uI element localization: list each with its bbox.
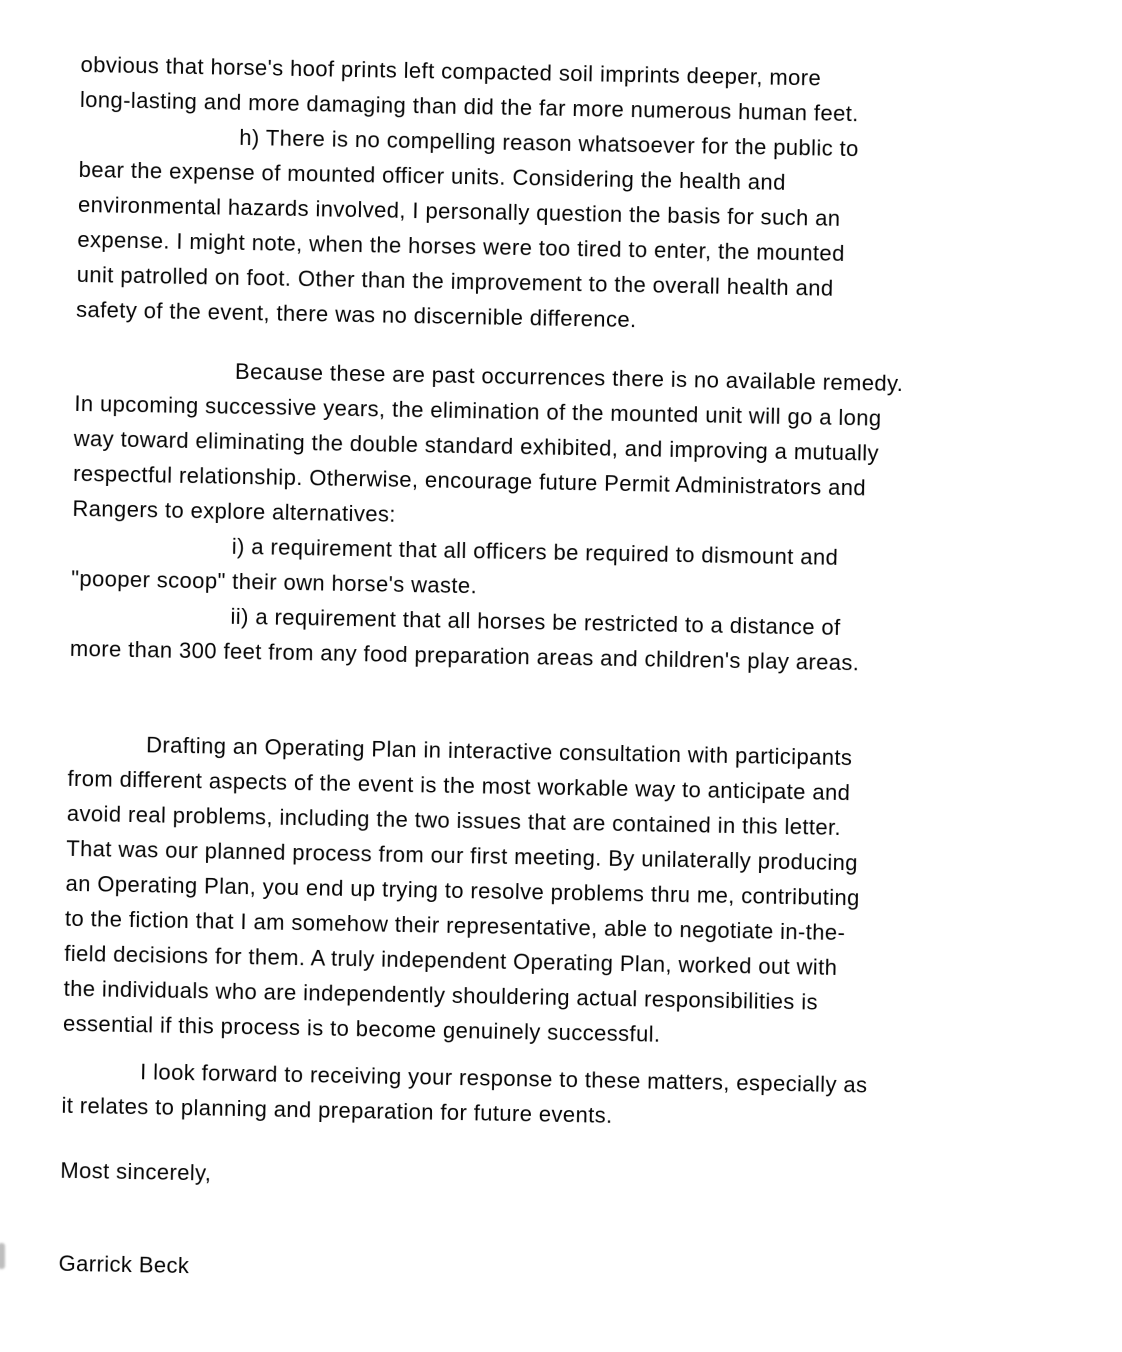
text-line: expense. I might note, when the horses were too tired to enter, the mounted xyxy=(77,226,845,266)
text-line: it relates to planning and preparation for future events. xyxy=(61,1092,613,1128)
text-line: h) There is no compelling reason whatsoever for the public to xyxy=(239,124,859,162)
paragraph-look-forward xyxy=(61,1053,1062,1141)
text-line: environmental hazards involved, I personally question the basis for such an xyxy=(77,191,841,231)
text-line: In upcoming successive years, the elimination of the mounted unit will go a long xyxy=(74,390,882,431)
text-line: to the fiction that I am somehow their representative, able to negotiate in-the- xyxy=(64,905,846,946)
text-line: Because these are past occurrences there is no available remedy. xyxy=(234,358,904,397)
closing-text: Most sincerely, xyxy=(60,1157,212,1186)
text-line: I look forward to receiving your response to these matters, especially as xyxy=(139,1059,868,1098)
text-line: the individuals who are independently shouldering actual responsibilities is xyxy=(63,975,819,1015)
text-line: "pooper scoop" their own horse's waste. xyxy=(70,565,478,599)
text-line: essential if this process is to become genuinely successful. xyxy=(62,1010,661,1047)
text-line: Rangers to explore alternatives: xyxy=(72,495,397,527)
text-line: unit patrolled on foot. Other than the improvement to the overall health and xyxy=(76,261,834,301)
text-line: field decisions for them. A truly independent Operating Plan, worked out with xyxy=(64,940,838,980)
text-line: avoid real problems, including the two issues that are contained in this letter. xyxy=(66,800,842,840)
scan-smudge xyxy=(0,1243,5,1269)
paragraph-item-h xyxy=(76,117,1080,345)
closing xyxy=(60,1153,1060,1206)
text-line: respectful relationship. Otherwise, encourage future Permit Administrators and xyxy=(72,460,867,501)
text-line: i) a requirement that all officers be required to dismount and xyxy=(231,533,839,570)
text-line: more than 300 feet from any food preparation areas and children's play areas. xyxy=(69,635,860,676)
text-line: way toward eliminating the double standard exhibited, and improving a mutually xyxy=(73,425,880,466)
text-line: Drafting an Operating Plan in interactive consultation with participants xyxy=(145,732,853,771)
text-line: That was our planned process from our first meeting. By unilaterally producing xyxy=(66,835,859,876)
text-line: ii) a requirement that all horses be restricted to a distance of xyxy=(230,603,841,640)
text-line: long-lasting and more damaging than did the far more numerous human feet. xyxy=(79,86,859,127)
paragraph-remedy xyxy=(72,351,1075,544)
text-line: bear the expense of mounted officer units. Considering the health and xyxy=(78,156,787,195)
signature xyxy=(58,1246,1058,1299)
text-line: from different aspects of the event is the most workable way to anticipate and xyxy=(67,765,851,806)
text-line: obvious that horse's hoof prints left compacted soil imprints deeper, more xyxy=(80,51,822,91)
paragraph-operating-plan xyxy=(63,726,1069,1059)
text-line: safety of the event, there was no discernible difference. xyxy=(75,296,637,333)
signature-name: Garrick Beck xyxy=(58,1250,190,1279)
text-line: an Operating Plan, you end up trying to resolve problems thru me, contributing xyxy=(65,870,861,911)
letter-body xyxy=(58,47,1080,1299)
